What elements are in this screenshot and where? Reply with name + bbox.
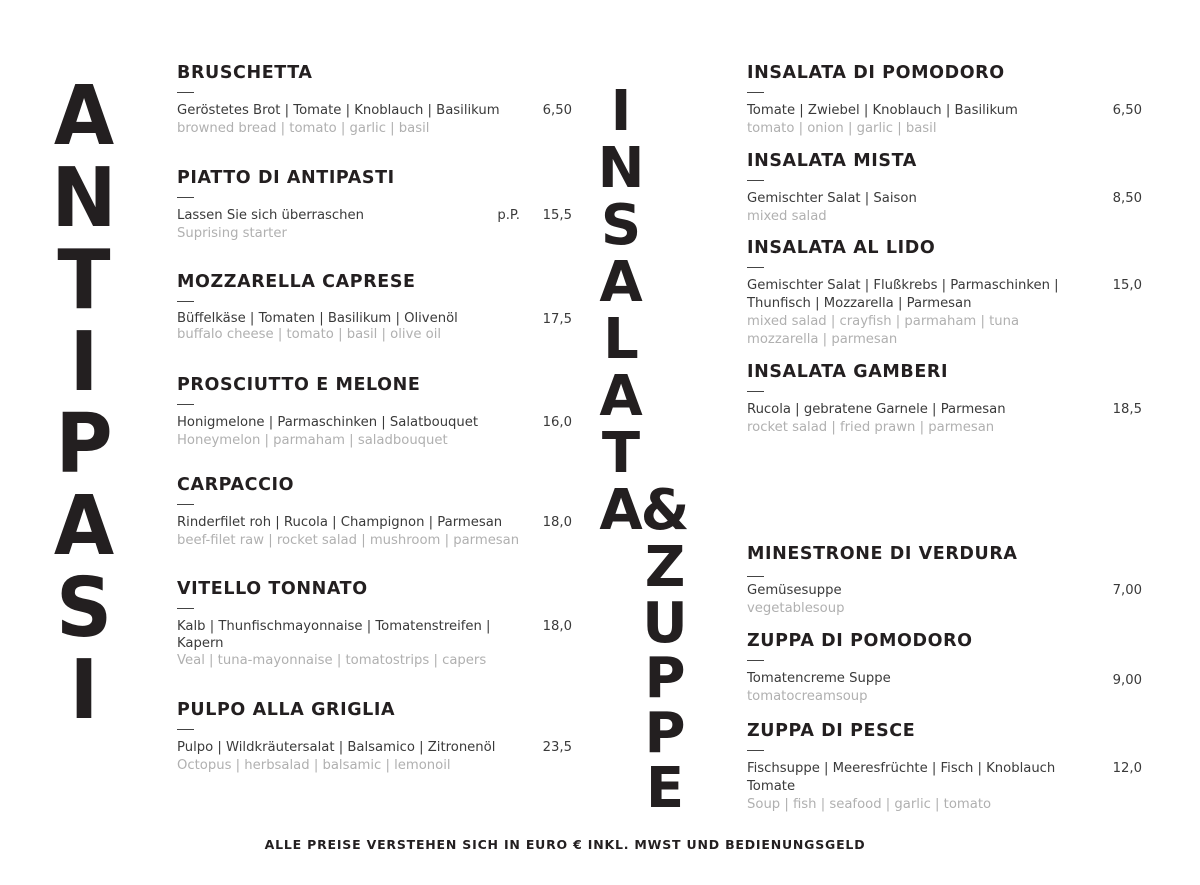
- menu-item: [177, 272, 572, 343]
- dish-description-en: buffalo cheese | tomato | basil | olive oil: [177, 327, 442, 342]
- dish-price: 8,50: [1112, 191, 1142, 206]
- dish-description-de: Lassen Sie sich überraschen: [177, 208, 364, 223]
- menu-item: [747, 631, 1142, 706]
- dish-description-en: Veal | tuna-mayonnaise | tomatostrips | capers: [177, 653, 487, 668]
- title-letter: A: [53, 69, 115, 164]
- dish-price: 15,0: [1112, 278, 1142, 293]
- dish-price: 18,5: [1112, 402, 1142, 417]
- divider: [177, 404, 194, 405]
- dish-description-de: Rinderfilet roh | Rucola | Champignon | Parmesan: [177, 515, 503, 530]
- title-letter: I: [69, 643, 99, 738]
- divider: [747, 180, 764, 181]
- title-letter: L: [603, 307, 639, 372]
- menu-item: [177, 700, 572, 775]
- dish-description-en: Soup | fish | seafood | garlic | tomato: [747, 797, 992, 812]
- menu-item: [177, 168, 572, 243]
- dish-description-en: Octopus | herbsalad | balsamic | lemonoil: [177, 758, 451, 773]
- dish-description-de: Gemüsesuppe: [747, 583, 842, 598]
- dish-price: 18,0: [542, 515, 572, 530]
- title-letter: E: [645, 756, 685, 821]
- title-letter: A: [599, 250, 643, 315]
- title-letter: Z: [644, 535, 686, 600]
- divider: [177, 608, 194, 609]
- dish-price: 9,00: [1112, 673, 1142, 688]
- dish-price: 17,5: [542, 312, 572, 327]
- divider: [177, 729, 194, 730]
- menu-item: [177, 63, 572, 138]
- dish-price: 7,00: [1112, 583, 1142, 598]
- divider: [747, 660, 764, 661]
- divider: [177, 197, 194, 198]
- dish-price: 16,0: [542, 415, 572, 430]
- dish-title: PULPO ALLA GRIGLIA: [177, 700, 396, 720]
- title-letter: A: [53, 479, 115, 574]
- title-letter: N: [51, 151, 117, 246]
- menu-item: [177, 579, 572, 669]
- dish-description-en: tomato | onion | garlic | basil: [747, 121, 937, 136]
- dish-description-en: rocket salad | fried prawn | parmesan: [747, 420, 995, 435]
- dish-title: MOZZARELLA CAPRESE: [177, 272, 416, 292]
- divider: [177, 92, 194, 93]
- dish-title: INSALATA DI POMODORO: [747, 63, 1005, 83]
- dish-description-de: Honigmelone | Parmaschinken | Salatbouquet: [177, 415, 479, 430]
- menu-item: [747, 362, 1142, 437]
- dish-description-en: Honeymelon | parmaham | saladbouquet: [177, 433, 448, 448]
- dish-price: 18,0: [542, 619, 572, 634]
- dish-description-de: Pulpo | Wildkräutersalat | Balsamico | Zitronenöl: [177, 740, 496, 755]
- price-disclaimer: ALLE PREISE VERSTEHEN SICH IN EURO € INKL. MWST UND BEDIENUNGSGELD: [264, 837, 866, 852]
- title-letter: I: [69, 315, 99, 410]
- dish-description-en: vegetablesoup: [747, 601, 845, 616]
- title-letter: A: [599, 478, 643, 543]
- title-letter: A: [599, 364, 643, 429]
- dish-title: CARPACCIO: [177, 475, 295, 495]
- dish-price: 15,5: [542, 208, 572, 223]
- dish-description-en: Suprising starter: [177, 226, 287, 241]
- dish-description-de: Tomate | Zwiebel | Knoblauch | Basilikum: [747, 103, 1018, 118]
- title-letter: S: [55, 561, 113, 656]
- title-letter: P: [644, 701, 686, 766]
- divider: [747, 391, 764, 392]
- title-letter: S: [600, 193, 642, 258]
- per-person-label: p.P.: [497, 208, 520, 223]
- menu-item: [747, 238, 1142, 349]
- dish-price: 23,5: [542, 740, 572, 755]
- menu-item: [747, 544, 1142, 618]
- divider: [747, 267, 764, 268]
- dish-description-de: Kalb | Thunfischmayonnaise | Tomatenstreifen | Kapern: [177, 619, 491, 651]
- dish-title: INSALATA AL LIDO: [747, 238, 936, 258]
- divider: [747, 576, 764, 577]
- divider: [747, 750, 764, 751]
- dish-title: ZUPPA DI PESCE: [747, 721, 916, 741]
- dish-description-de: Rucola | gebratene Garnele | Parmesan: [747, 402, 1006, 417]
- title-letter: T: [601, 421, 641, 486]
- dish-title: VITELLO TONNATO: [177, 579, 368, 599]
- title-letter: P: [55, 397, 113, 492]
- title-letter: T: [57, 233, 111, 328]
- dish-price: 6,50: [1112, 103, 1142, 118]
- title-letter: P: [644, 646, 686, 711]
- dish-title: ZUPPA DI POMODORO: [747, 631, 973, 651]
- dish-price: 12,0: [1112, 761, 1142, 776]
- dish-description-en: tomatocreamsoup: [747, 689, 868, 704]
- dish-title: MINESTRONE DI VERDURA: [747, 544, 1018, 564]
- title-letter: U: [642, 591, 688, 656]
- dish-description-de: Tomatencreme Suppe: [747, 671, 891, 686]
- divider: [177, 301, 194, 302]
- dish-description-de: Gemischter Salat | Saison: [747, 191, 917, 206]
- dish-title: BRUSCHETTA: [177, 63, 313, 83]
- menu-item: [177, 475, 572, 550]
- divider: [177, 504, 194, 505]
- dish-description-en: beef-filet raw | rocket salad | mushroom | parmesan: [177, 533, 520, 548]
- dish-price: 6,50: [542, 103, 572, 118]
- title-letter: I: [610, 79, 632, 144]
- dish-description-de: Büffelkäse | Tomaten | Basilikum | Olivenöl: [177, 311, 458, 326]
- dish-title: PROSCIUTTO E MELONE: [177, 375, 421, 395]
- title-letter: N: [597, 136, 645, 201]
- dish-description-de: Gemischter Salat | Flußkrebs | Parmaschinken | Thunfisch | Mozzarella | Parmesan: [747, 278, 1059, 311]
- dish-title: INSALATA MISTA: [747, 151, 917, 171]
- divider: [747, 92, 764, 93]
- dish-description-en: mixed salad: [747, 209, 827, 224]
- dish-title: PIATTO DI ANTIPASTI: [177, 168, 395, 188]
- menu-item: [747, 63, 1142, 138]
- dish-description-de: Geröstetes Brot | Tomate | Knoblauch | Basilikum: [177, 103, 500, 118]
- menu-item: [747, 151, 1142, 226]
- menu-item: [177, 375, 572, 450]
- menu-item: [747, 721, 1142, 814]
- dish-description-de: Fischsuppe | Meeresfrüchte | Fisch | Knoblauch Tomate: [747, 761, 1056, 794]
- dish-description-en: mixed salad | crayfish | parmaham | tuna mozzarella | parmesan: [747, 314, 1020, 347]
- dish-description-en: browned bread | tomato | garlic | basil: [177, 121, 430, 136]
- ampersand: &: [640, 478, 690, 543]
- dish-title: INSALATA GAMBERI: [747, 362, 949, 382]
